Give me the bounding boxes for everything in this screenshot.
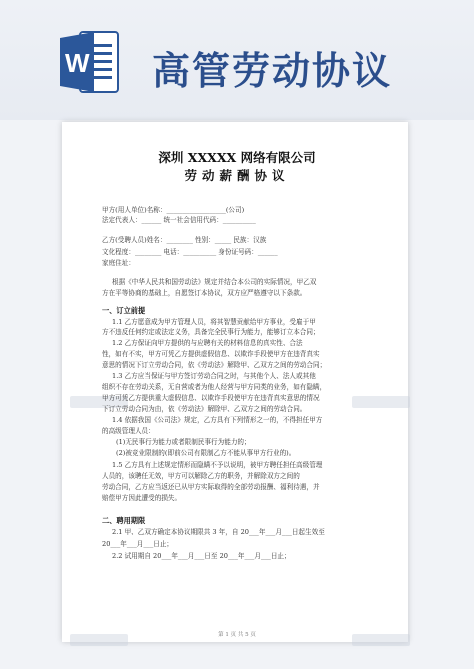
clause-line: 方不违反任何约定或法定义务，具备完全民事行为能力，能够订立本合同；	[102, 328, 320, 336]
clause-line: 性，如有不实，甲方可凭乙方提供虚假信息、以欺诈手段使甲方在违背真实	[102, 350, 320, 358]
clause-line: 劳动合同，乙方应当返还已从甲方实际取得的全部劳动报酬、福利待遇，并	[102, 483, 320, 491]
clause-line: 1.1 乙方愿意成为甲方管理人员，将其智慧贡献给甲方事业，受雇于甲	[112, 318, 316, 326]
clause-line: 20___年___月___日止；	[102, 540, 174, 548]
clause-line: 人员的，该聘任无效，甲方可以解除乙方的职务，并解除双方之间的	[102, 472, 300, 480]
clause-line: 下订立劳动合同为由，依《劳动法》解除甲、乙双方之间的劳动合同。	[102, 405, 307, 413]
clause-line: 意思的情况下订立劳动合同，依《劳动法》解除甲、乙双方之间的劳动合同；	[102, 361, 327, 369]
intro-line: 根据《中华人民共和国劳动法》规定并结合本公司的实际情况，甲乙双	[112, 278, 317, 286]
section-heading: 一、订立前提	[102, 306, 146, 315]
clause-line: (2)被竞业限制的(即前公司有限制乙方不能从事甲方行业的)。	[116, 449, 296, 457]
page-number: 第 1 页 共 5 页	[218, 632, 256, 638]
clause-line: 1.4 依据我国《公司法》规定，乙方具有下列情形之一的，不得担任甲方	[112, 416, 323, 424]
clause-line: 赔偿甲方因此遭受的损失。	[102, 494, 182, 502]
party-b-education: 文化程度：________ 电话：__________ 身份证号码：______	[102, 248, 278, 256]
clause-line: 组织不存在劳动关系，无自营或者为他人经营与甲方同类的业务，如有隐瞒，	[102, 383, 327, 391]
intro-line: 方在平等协商的基础上，自愿签订本协议，双方应严格遵守以下条款。	[102, 289, 307, 297]
header-banner	[0, 0, 474, 120]
clause-line: 甲方可凭乙方提供重大虚假信息、以欺诈手段使甲方在违背真实意思的情况	[102, 394, 320, 402]
clause-line: 的高级管理人员：	[102, 427, 155, 435]
banner-title: 高管劳动协议	[152, 49, 393, 93]
document-company: 深圳 XXXXX 网络有限公司	[158, 150, 316, 165]
clause-line: 1.2 乙方保证向甲方提供的与应聘有关的材料信息的真实性、合法	[112, 339, 303, 347]
clause-line: 1.5 乙方具有上述规定情形而隐瞒不予以说明，被甲方聘任担任高级管理	[112, 461, 323, 469]
word-document-icon	[60, 30, 120, 94]
clause-line: 2.2 试用期自 20___年___月___日至 20___年___月___日止；	[112, 552, 291, 560]
party-a-representative: 法定代表人：______ 统一社会信用代码：__________	[102, 216, 256, 224]
clause-line: 1.3 乙方应当保证与甲方签订劳动合同之时，与其他个人、法人或其他	[112, 372, 316, 380]
document-title: 劳动薪酬协议	[184, 168, 290, 183]
svg-text:W: W	[65, 48, 90, 78]
party-b-info: 乙方(受聘人员)姓名：________ 性别：_____ 民族：汉族	[102, 236, 267, 244]
document-page	[62, 122, 408, 642]
section-heading: 二、聘用期限	[102, 516, 146, 525]
party-b-address: 家庭住址：	[102, 259, 135, 267]
clause-line: (1)无民事行为能力或者限制民事行为能力的；	[116, 438, 251, 446]
party-a-name: 甲方(用人单位)名称：__________________(公司)	[102, 206, 245, 214]
clause-line: 2.1 甲、乙双方确定本协议期限共 3 年，自 20___年___月___日起生效至	[112, 528, 325, 536]
